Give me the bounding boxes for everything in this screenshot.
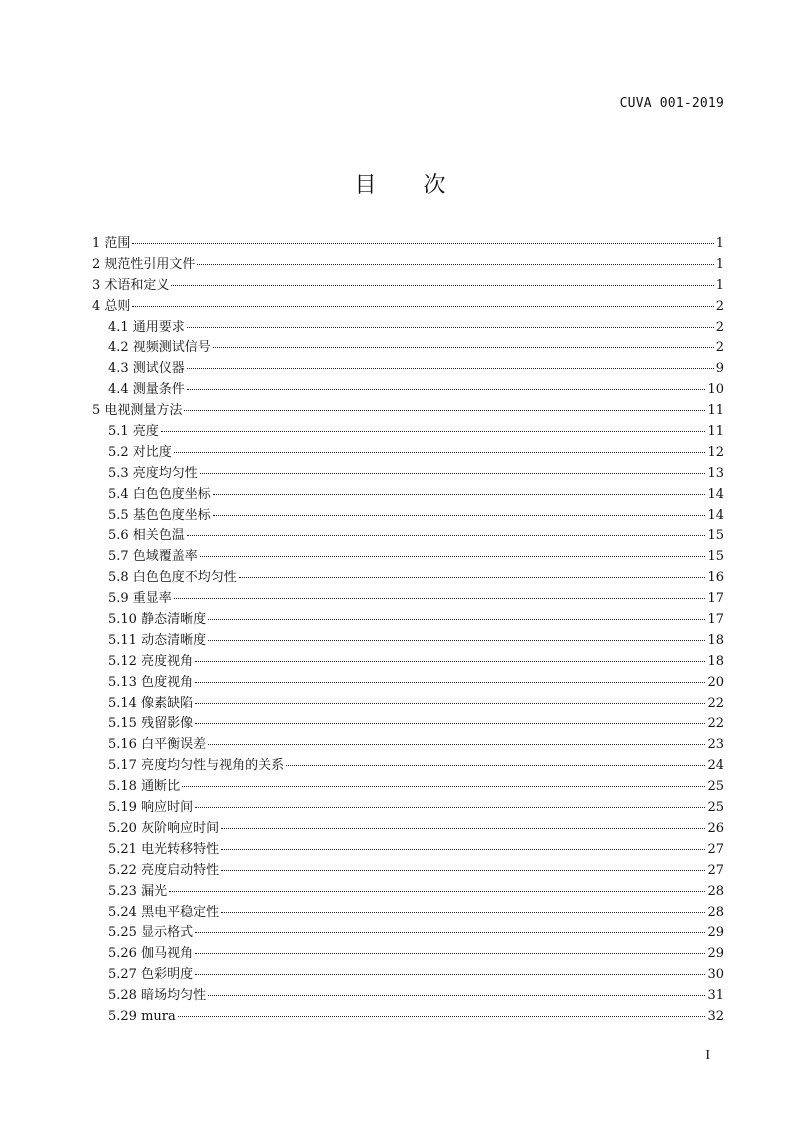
- dot-leader: [187, 327, 714, 328]
- dot-leader: [161, 431, 706, 432]
- dot-leader: [213, 494, 706, 495]
- toc-entry-label: 5.13 色度视角: [108, 674, 194, 690]
- toc-entry-label: 5.26 伽马视角: [108, 946, 194, 962]
- toc-entry[interactable]: [92, 631, 724, 652]
- dot-leader: [174, 598, 706, 599]
- toc-entry-page: 11: [707, 424, 724, 440]
- toc-entry-label: 5.24 黑电平稳定性: [108, 904, 220, 920]
- toc-entry[interactable]: [92, 735, 724, 756]
- toc-entry-page: 14: [707, 507, 724, 523]
- toc-entry-page: 24: [707, 758, 724, 774]
- toc-entry-label: 5.5 基色色度坐标: [108, 507, 211, 523]
- toc-entry[interactable]: [92, 422, 724, 443]
- toc-entry-label: 5.10 静态清晰度: [108, 612, 207, 628]
- dot-leader: [200, 473, 706, 474]
- toc-entry-label: 5.8 白色色度不均匀性: [108, 570, 237, 586]
- toc-entry[interactable]: [92, 986, 724, 1007]
- toc-entry-label: 5.27 色彩明度: [108, 967, 194, 983]
- toc-entry-page: 17: [707, 591, 724, 607]
- dot-leader: [213, 515, 706, 516]
- toc-entry[interactable]: [92, 610, 724, 631]
- toc-entry[interactable]: [92, 234, 724, 255]
- toc-entry-page: 22: [707, 695, 724, 711]
- dot-leader: [195, 703, 705, 704]
- dot-leader: [132, 306, 713, 307]
- toc-entry-page: 28: [707, 883, 724, 899]
- toc-entry[interactable]: [92, 547, 724, 568]
- toc-entry[interactable]: [92, 589, 724, 610]
- dot-leader: [239, 577, 706, 578]
- toc-entry-page: 30: [707, 967, 724, 983]
- toc-entry[interactable]: [92, 526, 724, 547]
- dot-leader: [187, 535, 706, 536]
- toc-entry-page: 31: [707, 988, 724, 1004]
- toc-entry-label: 5.9 重显率: [108, 591, 172, 607]
- toc-entry-label: 5.23 漏光: [108, 883, 168, 899]
- toc-entry-page: 28: [707, 904, 724, 920]
- dot-leader: [195, 661, 705, 662]
- dot-leader: [195, 723, 705, 724]
- toc-entry-label: 3 术语和定义: [92, 277, 170, 293]
- toc-entry[interactable]: [92, 464, 724, 485]
- toc-entry[interactable]: [92, 903, 724, 924]
- dot-leader: [221, 912, 705, 913]
- toc-entry-label: 5.28 暗场均匀性: [108, 988, 207, 1004]
- toc-entry[interactable]: [92, 819, 724, 840]
- toc-entry-page: 11: [707, 403, 724, 419]
- table-of-contents: [92, 234, 724, 1028]
- dot-leader: [208, 619, 705, 620]
- toc-entry-label: 4.2 视频测试信号: [108, 340, 211, 356]
- toc-entry[interactable]: [92, 798, 724, 819]
- dot-leader: [187, 389, 706, 390]
- toc-entry-label: 5.22 亮度启动特性: [108, 862, 220, 878]
- dot-leader: [195, 807, 705, 808]
- toc-entry-label: 4.3 测试仪器: [108, 361, 185, 377]
- toc-entry[interactable]: [92, 882, 724, 903]
- toc-entry-label: 2 规范性引用文件: [92, 256, 196, 272]
- toc-entry[interactable]: [92, 923, 724, 944]
- toc-entry-label: 5.25 显示格式: [108, 925, 194, 941]
- toc-entry[interactable]: [92, 401, 724, 422]
- dot-leader: [195, 974, 705, 975]
- toc-entry-label: 5.7 色域覆盖率: [108, 549, 198, 565]
- toc-entry[interactable]: [92, 714, 724, 735]
- toc-entry-page: 15: [707, 549, 724, 565]
- dot-leader: [213, 347, 714, 348]
- toc-entry-page: 2: [715, 319, 724, 335]
- toc-entry-page: 14: [707, 486, 724, 502]
- toc-entry[interactable]: [92, 652, 724, 673]
- toc-entry-page: 29: [707, 925, 724, 941]
- dot-leader: [208, 640, 705, 641]
- page-title: 目 次: [354, 173, 466, 198]
- toc-entry-label: 4.4 测量条件: [108, 382, 185, 398]
- toc-entry-page: 10: [707, 382, 724, 398]
- toc-entry-label: 4.1 通用要求: [108, 319, 185, 335]
- dot-leader: [171, 285, 713, 286]
- dot-leader: [184, 410, 705, 411]
- toc-entry-page: 18: [707, 632, 724, 648]
- toc-entry-label: 4 总则: [92, 298, 131, 314]
- dot-leader: [182, 786, 705, 787]
- dot-leader: [197, 264, 713, 265]
- toc-entry-label: 5.12 亮度视角: [108, 653, 194, 669]
- toc-entry[interactable]: [92, 673, 724, 694]
- dot-leader: [208, 744, 705, 745]
- toc-entry-label: 5.16 白平衡误差: [108, 737, 207, 753]
- toc-entry[interactable]: [92, 276, 724, 297]
- toc-entry[interactable]: [92, 944, 724, 965]
- toc-entry[interactable]: [92, 965, 724, 986]
- toc-entry[interactable]: [92, 255, 724, 276]
- toc-entry-page: 27: [707, 841, 724, 857]
- page-number: I: [705, 1048, 710, 1063]
- toc-entry-page: 12: [707, 444, 724, 460]
- toc-entry-label: 1 范围: [92, 236, 131, 251]
- toc-entry[interactable]: [92, 318, 724, 339]
- dot-leader: [221, 870, 705, 871]
- toc-entry-page: 25: [707, 779, 724, 795]
- dot-leader: [200, 556, 706, 557]
- toc-entry-page: 2: [715, 340, 724, 356]
- toc-entry[interactable]: [92, 568, 724, 589]
- toc-entry[interactable]: [92, 861, 724, 882]
- toc-entry-label: 5.29 mura: [108, 1008, 176, 1024]
- toc-entry-page: 27: [707, 862, 724, 878]
- toc-entry[interactable]: [92, 1007, 724, 1028]
- toc-entry-label: 5.11 动态清晰度: [108, 632, 207, 648]
- dot-leader: [132, 243, 713, 244]
- toc-entry[interactable]: [92, 840, 724, 861]
- dot-leader: [221, 828, 705, 829]
- document-code: CUVA 001-2019: [619, 96, 724, 111]
- dot-leader: [208, 995, 705, 996]
- toc-entry[interactable]: [92, 380, 724, 401]
- toc-entry-page: 23: [707, 737, 724, 753]
- toc-entry-label: 5.3 亮度均匀性: [108, 465, 198, 481]
- toc-entry[interactable]: [92, 359, 724, 380]
- toc-entry[interactable]: [92, 756, 724, 777]
- toc-entry[interactable]: [92, 297, 724, 318]
- toc-entry[interactable]: [92, 485, 724, 506]
- dot-leader: [221, 849, 705, 850]
- toc-entry-page: 20: [707, 674, 724, 690]
- toc-entry-label: 5.19 响应时间: [108, 800, 194, 816]
- toc-entry-label: 5.18 通断比: [108, 779, 181, 795]
- toc-entry-label: 5.20 灰阶响应时间: [108, 820, 220, 836]
- toc-entry-page: 25: [707, 800, 724, 816]
- toc-entry-label: 5.2 对比度: [108, 444, 172, 460]
- toc-entry-page: 13: [707, 465, 724, 481]
- toc-entry[interactable]: [92, 443, 724, 464]
- toc-entry-page: 32: [707, 1008, 724, 1024]
- toc-entry-page: 1: [715, 277, 724, 293]
- dot-leader: [286, 765, 705, 766]
- toc-entry-label: 5.1 亮度: [108, 424, 159, 440]
- toc-entry-label: 5.14 像素缺陷: [108, 695, 194, 711]
- toc-entry-page: 16: [707, 570, 724, 586]
- toc-entry-label: 5.4 白色色度坐标: [108, 486, 211, 502]
- toc-entry-page: 2: [715, 298, 724, 314]
- toc-entry-label: 5.15 残留影像: [108, 716, 194, 732]
- toc-entry-page: 9: [715, 361, 724, 377]
- toc-entry-label: 5.17 亮度均匀性与视角的关系: [108, 758, 285, 774]
- dot-leader: [174, 452, 706, 453]
- dot-leader: [195, 953, 705, 954]
- toc-entry-page: 18: [707, 653, 724, 669]
- dot-leader: [169, 891, 705, 892]
- toc-entry-page: 29: [707, 946, 724, 962]
- toc-entry-page: 15: [707, 528, 724, 544]
- toc-entry-label: 5.21 电光转移特性: [108, 841, 220, 857]
- dot-leader: [187, 368, 714, 369]
- dot-leader: [178, 1016, 706, 1017]
- toc-entry[interactable]: [92, 506, 724, 527]
- toc-entry-page: 1: [715, 236, 724, 251]
- toc-entry-label: 5 电视测量方法: [92, 403, 183, 419]
- dot-leader: [195, 932, 705, 933]
- dot-leader: [195, 682, 705, 683]
- toc-entry-label: 5.6 相关色温: [108, 528, 185, 544]
- toc-entry-page: 26: [707, 820, 724, 836]
- toc-entry[interactable]: [92, 777, 724, 798]
- toc-entry[interactable]: [92, 694, 724, 715]
- toc-entry-page: 17: [707, 612, 724, 628]
- toc-entry-page: 1: [715, 256, 724, 272]
- toc-entry[interactable]: [92, 338, 724, 359]
- toc-entry-page: 22: [707, 716, 724, 732]
